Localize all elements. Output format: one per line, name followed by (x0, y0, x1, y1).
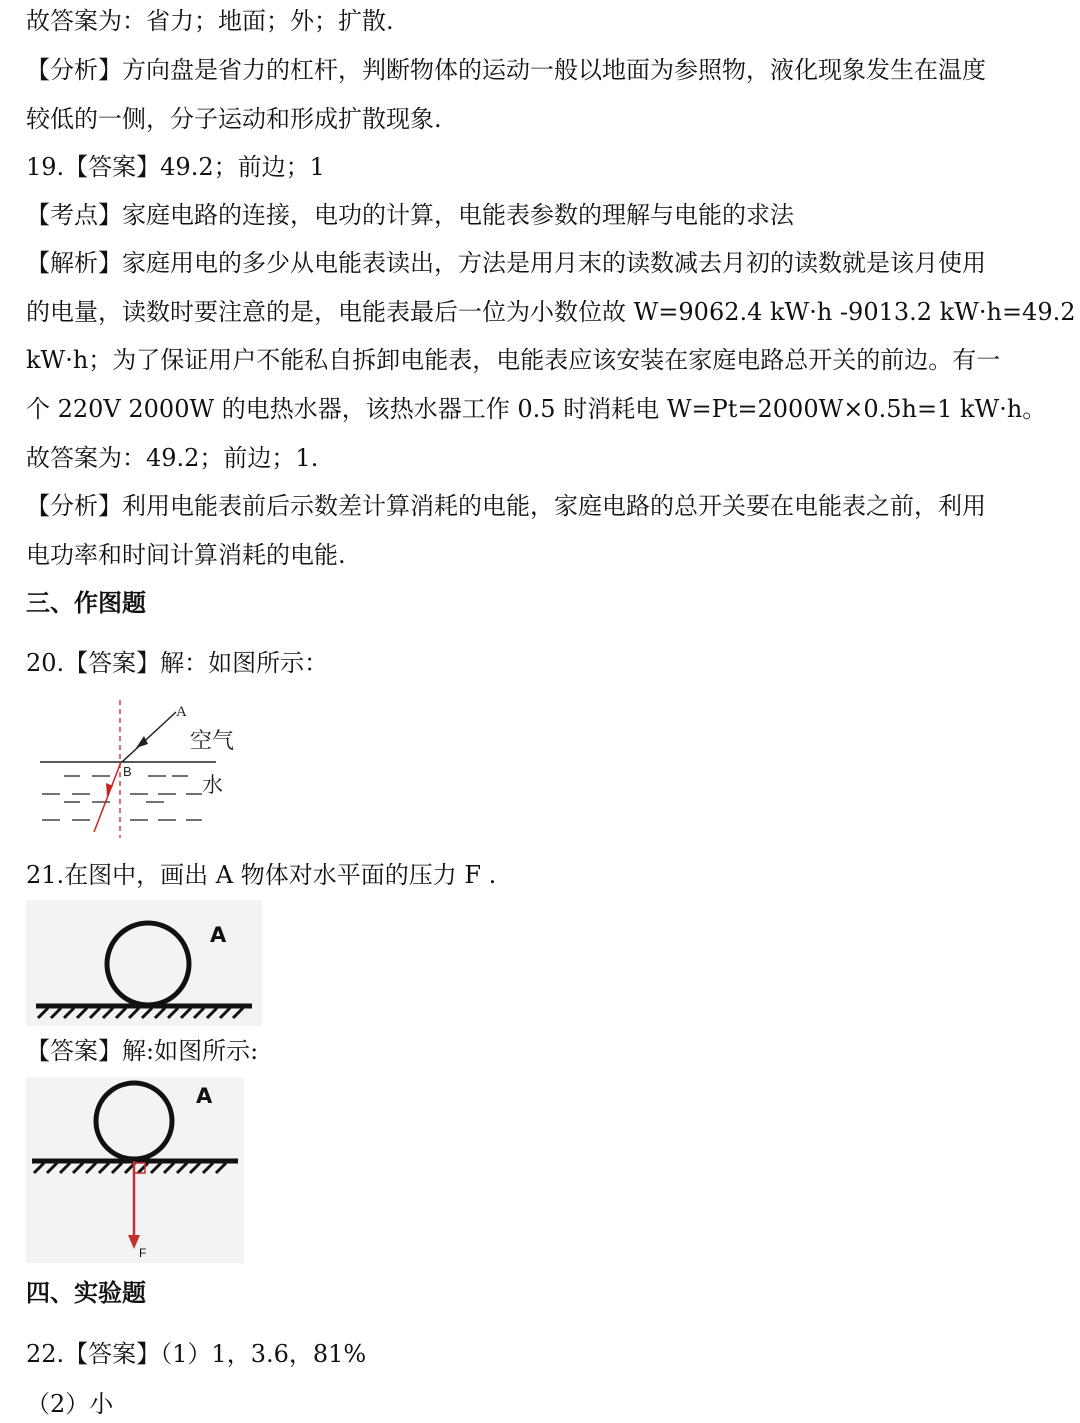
ball-force-figure (26, 1077, 244, 1263)
label-water: 水 (202, 773, 223, 797)
q19-analysis-line-1: 【分析】利用电能表前后示数差计算消耗的电能，家庭电路的总开关要在电能表之前，利用 (26, 492, 986, 520)
q18-analysis-line-1: 【分析】方向盘是省力的杠杆，判断物体的运动一般以地面为参照物，液化现象发生在温度 (26, 56, 986, 84)
q19-answer-line: 故答案为：49.2；前边；1. (26, 444, 319, 472)
q19-kaodian: 【考点】家庭电路的连接，电功的计算，电能表参数的理解与电能的求法 (26, 201, 794, 229)
q22-answer: 22.【答案】（1）1，3.6，81% (26, 1340, 367, 1368)
label-b: B (123, 764, 132, 779)
q20-answer: 20.【答案】解：如图所示： (26, 649, 329, 677)
q18-analysis-line-2: 较低的一侧，分子运动和形成扩散现象. (26, 105, 442, 133)
section-3-heading: 三、作图题 (26, 589, 146, 617)
q21-question: 21.在图中，画出 A 物体对水平面的压力 F . (26, 861, 497, 889)
refracted-ray (94, 762, 121, 832)
ball-figure (26, 900, 262, 1026)
refraction-figure (30, 698, 250, 840)
q19-jiexi-line-2: 的电量，读数时要注意的是，电能表最后一位为小数位故 W=9062.4 kW·h -9013.2 kW·h=49.2 (26, 298, 1076, 326)
label-a: A (196, 1084, 213, 1108)
force-label: F (139, 1246, 147, 1260)
label-air: 空气 (190, 729, 235, 754)
section-4-heading: 四、实验题 (26, 1279, 146, 1307)
incident-arrow (136, 736, 148, 748)
q18-answer-line: 故答案为：省力；地面；外；扩散. (26, 7, 394, 35)
q19-answer: 19.【答案】49.2；前边；1 (26, 153, 325, 181)
q21-answer: 【答案】解:如图所示: (26, 1037, 259, 1065)
q19-jiexi-line-1: 【解析】家庭用电的多少从电能表读出，方法是用月末的读数减去月初的读数就是该月使用 (26, 249, 986, 277)
incident-ray (122, 712, 176, 762)
label-a: A (176, 704, 187, 720)
q19-jiexi-line-3: kW·h；为了保证用户不能私自拆卸电能表，电能表应该安装在家庭电路总开关的前边。有一 (26, 346, 1001, 374)
q19-jiexi-line-4: 个 220V 2000W 的电热水器，该热水器工作 0.5 时消耗电 W=Pt=2000W×0.5h=1 kW·h。 (26, 395, 1047, 423)
q19-analysis-line-2: 电功率和时间计算消耗的电能. (26, 541, 346, 569)
water-dashes (42, 776, 202, 820)
q22-part-2: （2）小 (26, 1390, 114, 1418)
label-a: A (210, 923, 227, 947)
